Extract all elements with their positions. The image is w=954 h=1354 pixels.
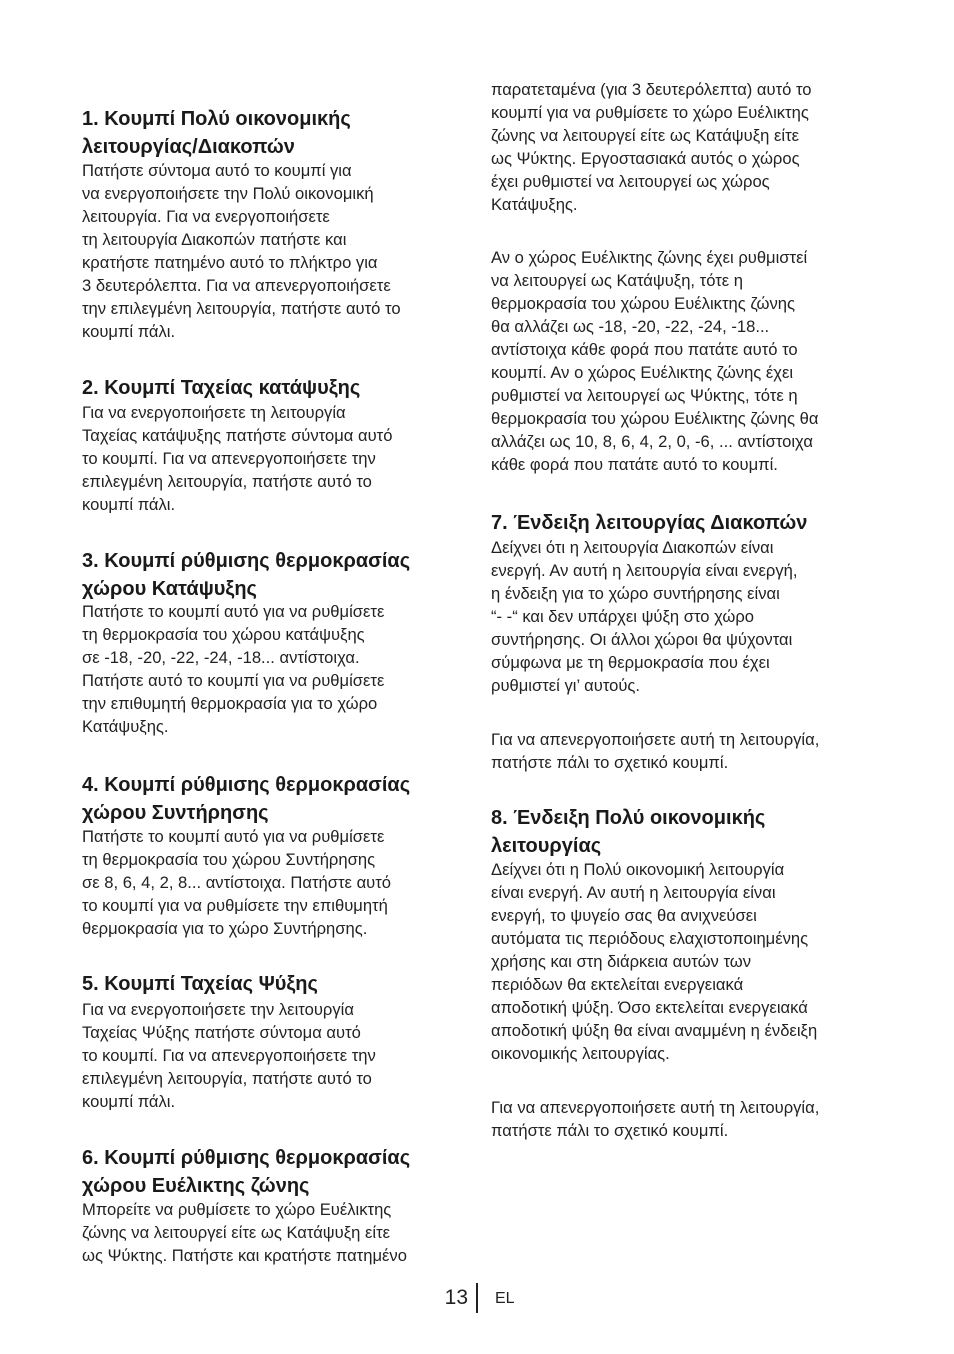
paragraph-line: Για να ενεργοποιήσετε τη λειτουργία — [82, 403, 346, 422]
paragraph-line: θερμοκρασία του χώρου Ευέλικτης ζώνης θα — [491, 409, 819, 428]
paragraph-line: σύμφωνα με τη θερμοκρασία που έχει — [491, 653, 770, 672]
paragraph-line: Πατήστε σύντομα αυτό το κουμπί για — [82, 161, 352, 180]
paragraph-line: κουμπί πάλι. — [82, 495, 176, 514]
section-heading: 4. Κουμπί ρύθμισης θερμοκρασίας — [82, 774, 411, 796]
paragraph-line: Για να ενεργοποιήσετε την λειτουργία — [82, 1000, 354, 1019]
paragraph-line: έχει ρυθμιστεί να λειτουργεί ως χώρος — [491, 172, 770, 191]
section-heading: 2. Κουμπί Ταχείας κατάψυξης — [82, 377, 361, 399]
paragraph-line: να λειτουργεί ως Κατάψυξη, τότε η — [491, 271, 743, 290]
section-heading: χώρου Συντήρησης — [82, 802, 269, 824]
paragraph-line: Για να απενεργοποιήσετε αυτή τη λειτουργία, — [491, 1098, 820, 1117]
paragraph-line: την επιθυμητή θερμοκρασία για το χώρο — [82, 694, 378, 713]
section-heading: χώρου Κατάψυξης — [82, 578, 257, 600]
paragraph-line: το κουμπί για να ρυθμίσετε την επιθυμητή — [82, 896, 388, 915]
paragraph-line: περιόδων θα εκτελείται ενεργειακά — [491, 975, 744, 994]
section-heading: 6. Κουμπί ρύθμισης θερμοκρασίας — [82, 1147, 411, 1169]
paragraph-line: να ενεργοποιήσετε την Πολύ οικονομική — [82, 184, 374, 203]
paragraph-line: πατήστε πάλι το σχετικό κουμπί. — [491, 1121, 729, 1140]
paragraph-line: Δείχνει ότι η λειτουργία Διακοπών είναι — [491, 538, 774, 557]
paragraph-line: το κουμπί. Για να απενεργοποιήσετε την — [82, 1046, 376, 1065]
paragraph-line: τη θερμοκρασία του χώρου κατάψυξης — [82, 625, 365, 644]
paragraph-line: η ένδειξη για το χώρο συντήρησης είναι — [491, 584, 780, 603]
paragraph-line: Ταχείας κατάψυξης πατήστε σύντομα αυτό — [82, 426, 393, 445]
paragraph-line: Για να απενεργοποιήσετε αυτή τη λειτουργία, — [491, 730, 820, 749]
paragraph-line: αλλάζει ως 10, 8, 6, 4, 2, 0, -6, ... αντίστοιχα — [491, 432, 813, 451]
paragraph-line: θερμοκρασία για το χώρο Συντήρησης. — [82, 919, 368, 938]
page-number: 13 — [444, 1286, 468, 1309]
paragraph-line: την επιλεγμένη λειτουργία, πατήστε αυτό το — [82, 299, 401, 318]
paragraph-line: λειτουργία. Για να ενεργοποιήσετε — [82, 207, 330, 226]
paragraph-line: Αν ο χώρος Ευέλικτης ζώνης έχει ρυθμιστεί — [491, 248, 808, 267]
section-heading: 1. Κουμπί Πολύ οικονομικής — [82, 108, 351, 130]
paragraph-line: επιλεγμένη λειτουργία, πατήστε αυτό το — [82, 472, 372, 491]
section-heading: χώρου Ευέλικτης ζώνης — [82, 1175, 310, 1197]
paragraph-line: θερμοκρασία του χώρου Ευέλικτης ζώνης — [491, 294, 796, 313]
paragraph-line: σε -18, -20, -22, -24, -18... αντίστοιχα. — [82, 648, 360, 667]
language-code: EL — [495, 1290, 515, 1307]
paragraph-line: Πατήστε το κουμπί αυτό για να ρυθμίσετε — [82, 827, 385, 846]
paragraph-line: τη θερμοκρασία του χώρου Συντήρησης — [82, 850, 376, 869]
paragraph-line: Πατήστε αυτό το κουμπί για να ρυθμίσετε — [82, 671, 385, 690]
paragraph-line: ζώνης να λειτουργεί είτε ως Κατάψυξη είτε — [82, 1223, 391, 1242]
section-heading: λειτουργίας/Διακοπών — [82, 136, 295, 158]
paragraph-line: επιλεγμένη λειτουργία, πατήστε αυτό το — [82, 1069, 372, 1088]
paragraph-line: κάθε φορά που πατάτε αυτό το κουμπί. — [491, 455, 778, 474]
section-heading: 5. Κουμπί Ταχείας Ψύξης — [82, 973, 318, 995]
paragraph-line: ενεργή. Αν αυτή η λειτουργία είναι ενεργή, — [491, 561, 798, 580]
paragraph-line: Κατάψυξης. — [82, 717, 169, 736]
paragraph-line: ρυθμιστεί γι’ αυτούς. — [491, 676, 641, 695]
paragraph-line: οικονομικής λειτουργίας. — [491, 1044, 670, 1063]
footer-divider — [476, 1283, 478, 1313]
paragraph-line: Μπορείτε να ρυθμίσετε το χώρο Ευέλικτης — [82, 1200, 392, 1219]
paragraph-line: αποδοτική ψύξη. Όσο εκτελείται ενεργειακά — [491, 998, 808, 1017]
paragraph-line: αντίστοιχα κάθε φορά που πατάτε αυτό το — [491, 340, 798, 359]
paragraph-line: κουμπί πάλι. — [82, 322, 176, 341]
paragraph-line: κουμπί. Αν ο χώρος Ευέλικτης ζώνης έχει — [491, 363, 794, 382]
paragraph-line: “- -“ και δεν υπάρχει ψύξη στο χώρο — [491, 607, 755, 626]
paragraph-line: ρυθμιστεί να λειτουργεί ως Ψύκτης, τότε η — [491, 386, 798, 405]
paragraph-line: ενεργή, το ψυγείο σας θα ανιχνεύσει — [491, 906, 757, 925]
paragraph-line: ζώνης να λειτουργεί είτε ως Κατάψυξη είτε — [491, 126, 800, 145]
paragraph-line: αποδοτική ψύξη θα είναι αναμμένη η ένδειξη — [491, 1021, 818, 1040]
section-heading: λειτουργίας — [491, 835, 602, 857]
paragraph-line: Δείχνει ότι η Πολύ οικονομική λειτουργία — [491, 860, 785, 879]
paragraph-line: σε 8, 6, 4, 2, 8... αντίστοιχα. Πατήστε αυτό — [82, 873, 392, 892]
paragraph-line: κρατήστε πατημένο αυτό το πλήκτρο για — [82, 253, 378, 272]
paragraph-line: το κουμπί. Για να απενεργοποιήσετε την — [82, 449, 376, 468]
section-heading: 8. Ένδειξη Πολύ οικονομικής — [491, 807, 766, 829]
paragraph-line: Κατάψυξης. — [491, 195, 578, 214]
paragraph-line: ως Ψύκτης. Πατήστε και κρατήστε πατημένο — [82, 1246, 407, 1265]
paragraph-line: ως Ψύκτης. Εργοστασιακά αυτός ο χώρος — [491, 149, 800, 168]
paragraph-line: αυτόματα τις περιόδους ελαχιστοποιημένης — [491, 929, 809, 948]
section-heading: 7. Ένδειξη λειτουργίας Διακοπών — [491, 512, 808, 534]
paragraph-line: Πατήστε το κουμπί αυτό για να ρυθμίσετε — [82, 602, 385, 621]
paragraph-line: 3 δευτερόλεπτα. Για να απενεργοποιήσετε — [82, 276, 391, 295]
paragraph-line: κουμπί πάλι. — [82, 1092, 176, 1111]
paragraph-line: κουμπί για να ρυθμίσετε το χώρο Ευέλικτης — [491, 103, 809, 122]
section-heading: 3. Κουμπί ρύθμισης θερμοκρασίας — [82, 550, 411, 572]
paragraph-line: παρατεταμένα (για 3 δευτερόλεπτα) αυτό το — [491, 80, 812, 99]
paragraph-line: τη λειτουργία Διακοπών πατήστε και — [82, 230, 347, 249]
paragraph-line: Ταχείας Ψύξης πατήστε σύντομα αυτό — [82, 1023, 361, 1042]
paragraph-line: είναι ενεργή. Αν αυτή η λειτουργία είναι — [491, 883, 776, 902]
paragraph-line: θα αλλάζει ως -18, -20, -22, -24, -18... — [491, 317, 770, 336]
paragraph-line: πατήστε πάλι το σχετικό κουμπί. — [491, 753, 729, 772]
page-footer — [0, 1283, 954, 1313]
paragraph-line: χρήσης και στη διάρκεια αυτών των — [491, 952, 752, 971]
paragraph-line: συντήρησης. Οι άλλοι χώροι θα ψύχονται — [491, 630, 793, 649]
